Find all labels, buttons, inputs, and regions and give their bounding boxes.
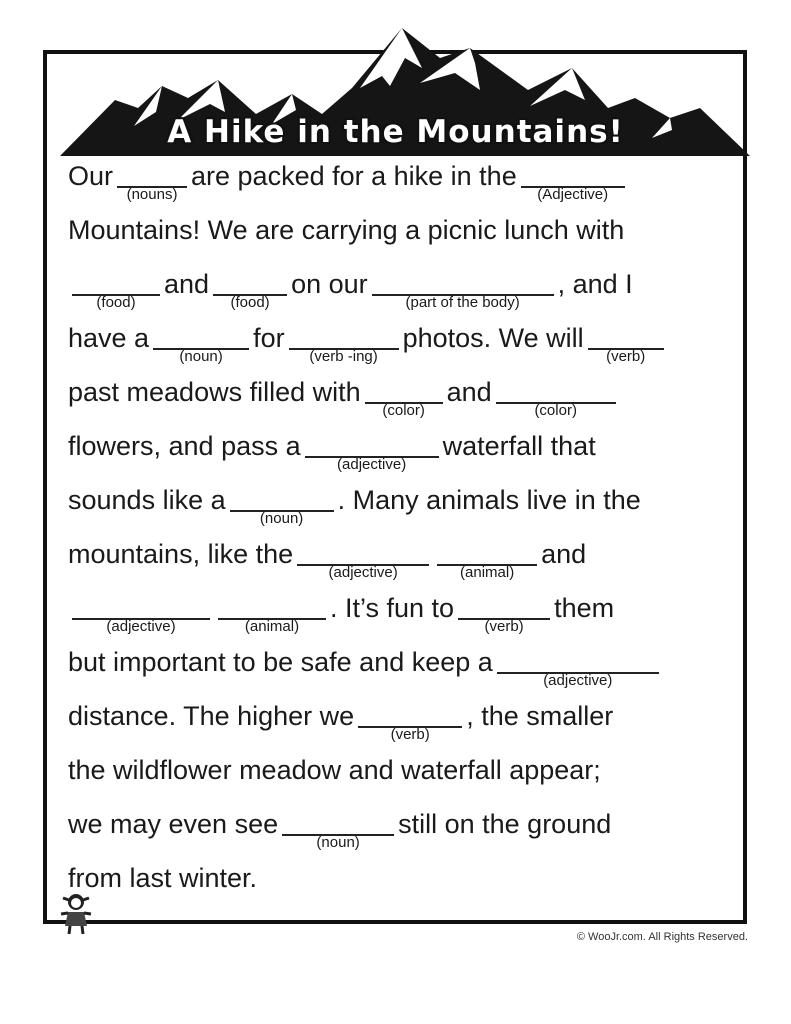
story-text-segment: are packed for a hike in the	[191, 161, 517, 191]
word-blank[interactable]	[218, 588, 326, 635]
story-text-segment: . It’s fun to	[330, 593, 455, 623]
blank-hint-label: (adjective)	[328, 564, 398, 581]
story-text-segment: past meadows filled with	[68, 377, 361, 407]
blank-hint-label: (adjective)	[543, 672, 613, 689]
story-text-segment: and	[446, 377, 492, 407]
story-text-segment: flowers, and pass a	[68, 431, 301, 461]
blank-hint-label: (noun)	[259, 510, 304, 527]
blank-hint-label: (part of the body)	[405, 294, 520, 311]
blank-hint-label: (verb)	[390, 726, 430, 743]
word-blank[interactable]	[213, 264, 287, 311]
story-line	[68, 318, 668, 365]
word-blank[interactable]	[365, 372, 443, 419]
blank-hint-label: (Adjective)	[537, 186, 609, 203]
story-line	[68, 750, 601, 790]
word-blank[interactable]	[497, 642, 659, 689]
story-text-segment: Mountains! We are carrying a picnic lunch with	[68, 215, 625, 245]
word-blank[interactable]	[72, 588, 210, 635]
blank-hint-label: (color)	[534, 402, 577, 419]
blank-hint-label: (animal)	[460, 564, 515, 581]
story-line	[68, 642, 663, 689]
story-line	[68, 264, 633, 311]
word-blank[interactable]	[521, 156, 625, 203]
blank-hint-label: (verb)	[484, 618, 524, 635]
girl-mascot-icon	[53, 890, 99, 936]
story-text-segment: still on the ground	[398, 809, 612, 839]
word-blank[interactable]	[230, 480, 334, 527]
story-line	[68, 804, 612, 851]
story-text-segment: the wildflower meadow and waterfall appear;	[68, 755, 601, 785]
word-blank[interactable]	[305, 426, 439, 473]
word-blank[interactable]	[297, 534, 429, 581]
page-title: A Hike in the Mountains!	[167, 114, 624, 150]
story-line	[68, 156, 629, 203]
blank-hint-label: (noun)	[179, 348, 223, 365]
word-blank[interactable]	[153, 318, 249, 365]
story-text-segment: and	[541, 539, 587, 569]
blank-hint-label: (food)	[230, 294, 270, 311]
story-line	[68, 588, 615, 635]
story-text-segment: waterfall that	[442, 431, 596, 461]
story-text-segment: Our	[68, 161, 114, 191]
story-line	[68, 480, 641, 527]
word-blank[interactable]	[72, 264, 160, 311]
blank-hint-label: (verb)	[606, 348, 646, 365]
story-text-segment: but important to be safe and keep a	[68, 647, 493, 677]
story-text-segment: for	[253, 323, 285, 353]
story-line	[68, 426, 596, 473]
story-text-segment: distance. The higher we	[68, 701, 355, 731]
story-text-segment: on our	[291, 269, 368, 299]
story-text-segment: we may even see	[68, 809, 279, 839]
story-text-segment: and	[164, 269, 210, 299]
story-line	[68, 210, 624, 250]
story-line	[68, 534, 587, 581]
blank-hint-label: (noun)	[316, 834, 360, 851]
word-blank[interactable]	[282, 804, 394, 851]
word-blank[interactable]	[117, 156, 187, 203]
story-line	[68, 372, 620, 419]
story-line	[68, 696, 614, 743]
blank-hint-label: (nouns)	[126, 186, 178, 203]
word-blank[interactable]	[437, 534, 537, 581]
copyright-notice: © WooJr.com. All Rights Reserved.	[576, 931, 748, 943]
word-blank[interactable]	[372, 264, 554, 311]
blank-hint-label: (food)	[96, 294, 136, 311]
word-blank[interactable]	[458, 588, 550, 635]
word-blank[interactable]	[289, 318, 399, 365]
blank-hint-label: (adjective)	[337, 456, 407, 473]
story-text-segment: from last winter.	[68, 863, 258, 893]
story-text-segment: photos. We will	[402, 323, 584, 353]
story-text-segment: them	[554, 593, 615, 623]
word-blank[interactable]	[588, 318, 664, 365]
blank-hint-label: (color)	[382, 402, 425, 419]
story-text-segment: have a	[68, 323, 150, 353]
story-text-segment: . Many animals live in the	[337, 485, 641, 515]
word-blank[interactable]	[358, 696, 462, 743]
story-text-segment: sounds like a	[68, 485, 226, 515]
blank-hint-label: (verb -ing)	[309, 348, 378, 365]
story-text-segment: , and I	[557, 269, 633, 299]
story-text-segment: mountains, like the	[68, 539, 294, 569]
story-text-segment: , the smaller	[466, 701, 614, 731]
word-blank[interactable]	[496, 372, 616, 419]
blank-hint-label: (adjective)	[106, 618, 176, 635]
blank-hint-label: (animal)	[244, 618, 300, 635]
